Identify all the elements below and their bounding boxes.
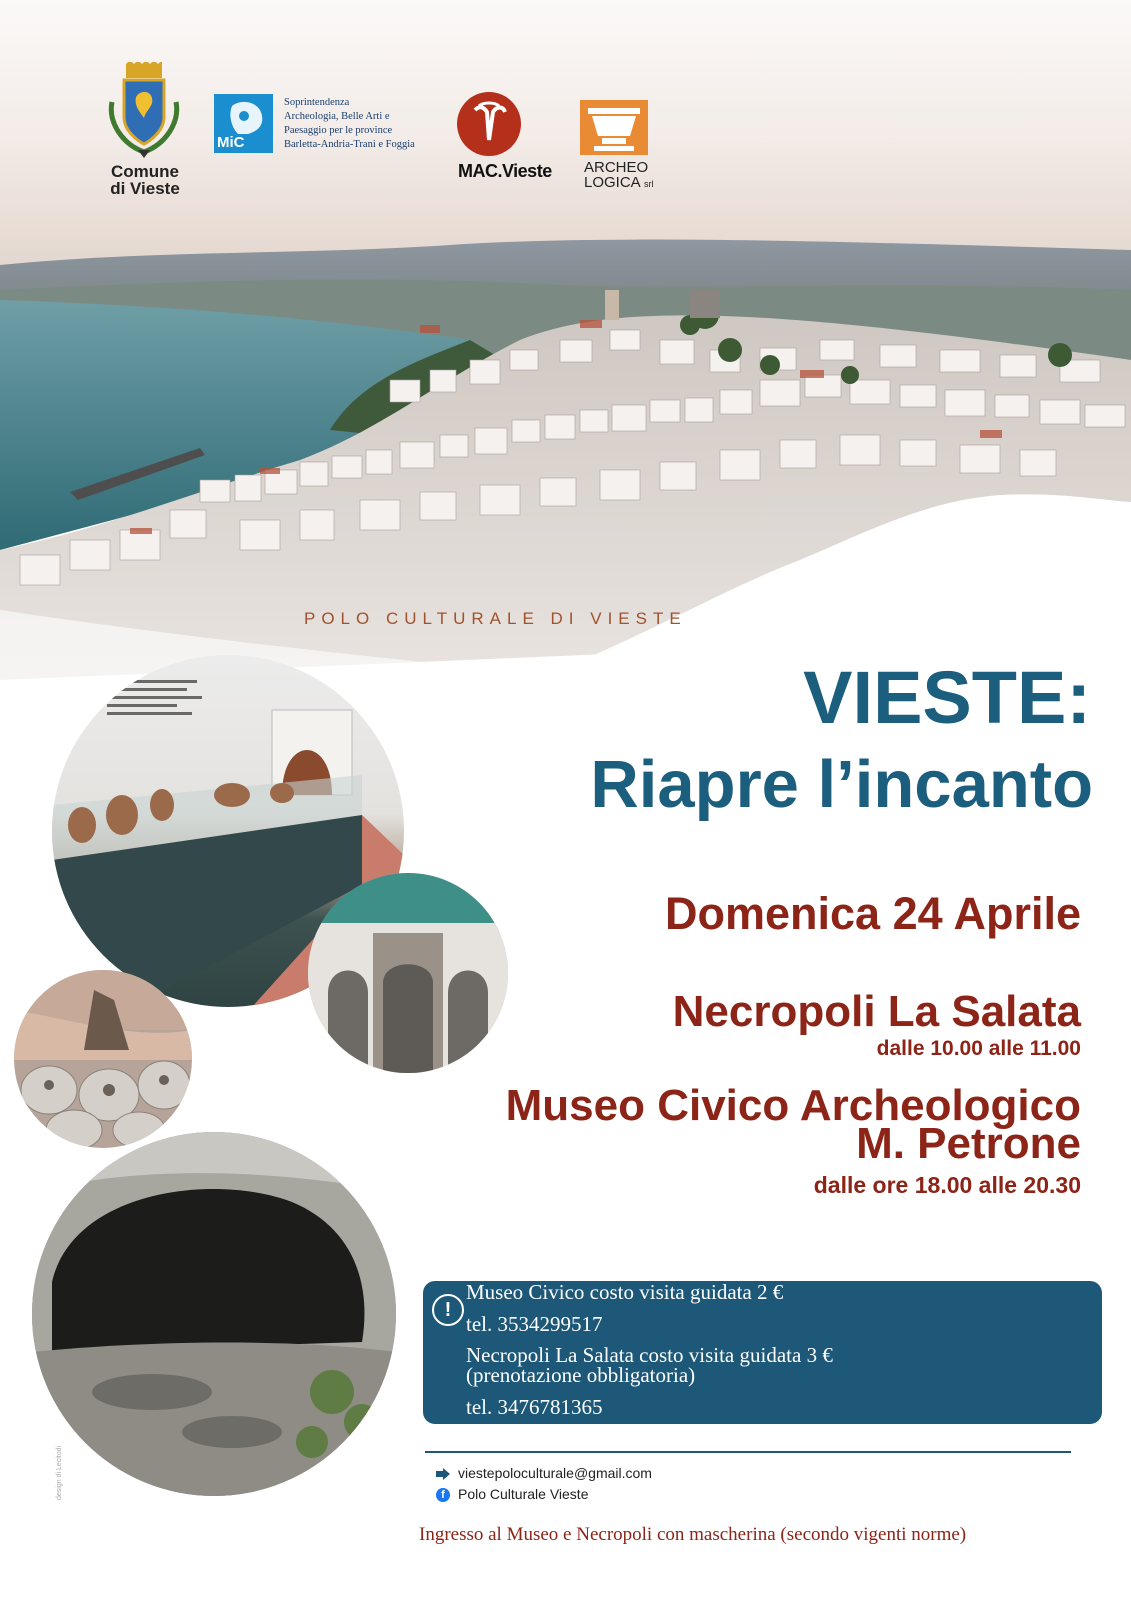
info-necropoli-cost: Necropoli La Salata costo visita guidata 3 € <box>466 1343 833 1367</box>
footer-mask-note: Ingresso al Museo e Necropoli con mascherina (secondo vigenti norme) <box>419 1524 967 1545</box>
comune-coat-of-arms-icon <box>104 62 184 162</box>
mic-logo <box>214 94 273 153</box>
contact-facebook[interactable]: Polo Culturale Vieste <box>458 1486 589 1502</box>
info-booking-required: (prenotazione obbligatoria) <box>466 1363 696 1387</box>
archeologica-logo-icon <box>580 100 648 155</box>
cloister-photo <box>308 873 508 1073</box>
info-necropoli-tel: tel. 3476781365 <box>466 1395 603 1419</box>
archeologica-line2: LOGICA <box>584 174 640 191</box>
comune-line1: Comune <box>111 162 179 181</box>
museo-time: dalle ore 18.00 alle 20.30 <box>813 1172 1081 1198</box>
headline-riapre: Riapre l’incanto <box>590 747 1093 822</box>
info-museo-tel: tel. 3534299517 <box>466 1312 603 1336</box>
event-date: Domenica 24 Aprile <box>665 888 1081 939</box>
necropoli-title: Necropoli La Salata <box>672 987 1081 1036</box>
divider <box>425 1451 1071 1453</box>
contact-email[interactable]: viestepoloculturale@gmail.com <box>458 1465 652 1481</box>
polo-culturale-subtitle: POLO CULTURALE DI VIESTE <box>304 609 687 628</box>
stones-photo <box>14 970 192 1148</box>
info-museo-cost: Museo Civico costo visita guidata 2 € <box>466 1280 784 1304</box>
comune-line2: di Vieste <box>110 179 180 198</box>
cave-photo <box>32 1132 396 1496</box>
alert-icon: ! <box>432 1294 464 1326</box>
design-credit: design di Lecitodi <box>56 1445 63 1500</box>
archeologica-line1: ARCHEO <box>584 159 649 176</box>
facebook-icon: f <box>436 1488 450 1502</box>
mic-line3: Paesaggio per le province <box>284 125 393 136</box>
archeologica-suffix: srl <box>644 179 654 189</box>
comune-logo-text <box>100 163 190 197</box>
mic-text <box>284 96 415 152</box>
museo-title-line2: M. Petrone <box>856 1119 1081 1168</box>
archeologica-logo-text <box>584 160 654 192</box>
arrow-right-icon <box>436 1467 450 1479</box>
headline-vieste: VIESTE: <box>803 656 1091 739</box>
necropoli-time: dalle 10.00 alle 11.00 <box>876 1037 1081 1060</box>
mac-logo-icon <box>457 92 521 156</box>
mac-logo-text: MAC.Vieste <box>458 161 552 181</box>
mic-line4: Barletta-Andria-Trani e Foggia <box>284 139 415 150</box>
visit-info-box <box>423 1281 1102 1424</box>
mic-line1: Soprintendenza <box>284 97 350 108</box>
mic-line2: Archeologia, Belle Arti e <box>284 111 390 122</box>
mic-badge: MiC <box>217 134 245 151</box>
museo-title-line1: Museo Civico Archeologico <box>505 1081 1081 1130</box>
